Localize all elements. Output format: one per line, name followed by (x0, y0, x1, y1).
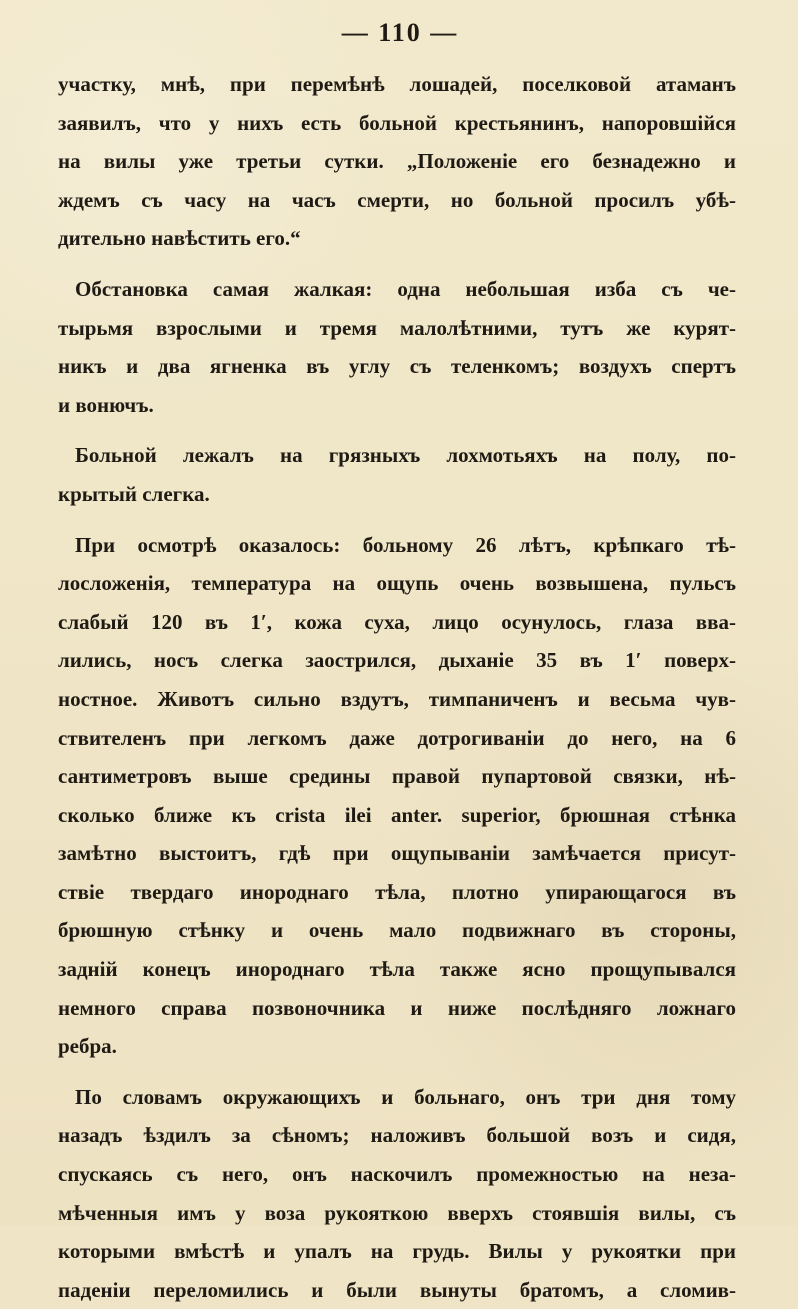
text-line: По словамъ окружающихъ и больнаго, онъ три дня тому (75, 1084, 736, 1109)
paragraph-2 (58, 270, 736, 424)
text-line: на вилы уже третьи сутки. „Положеніе его безнадежно и (58, 149, 736, 174)
text-line: брюшную стѣнку и очень мало подвижнаго въ стороны, (58, 918, 736, 943)
text-line: сантиметровъ выше средины правой пупартовой связки, нѣ- (58, 764, 736, 789)
text-line: спускаясь съ него, онъ наскочилъ промежностью на неза- (58, 1162, 736, 1187)
text-line: крытый слегка. (58, 481, 210, 506)
text-line: немного справа позвоночника и ниже послѣдняго ложнаго (58, 995, 736, 1020)
text-line: тырьмя взрослыми и тремя малолѣтними, тутъ же курят- (58, 315, 736, 340)
text-line: ствителенъ при легкомъ даже дотрогиваніи до него, на 6 (58, 725, 736, 750)
text-line: ждемъ съ часу на часъ смерти, но больной просилъ убѣ- (58, 187, 736, 212)
text-line: участку, мнѣ, при перемѣнѣ лошадей, поселковой атаманъ (58, 72, 736, 96)
text-line: лились, носъ слегка заострился, дыханіе 35 въ 1′ поверх- (58, 648, 736, 673)
text-line: паденіи переломились и были вынуты братомъ, а сломив- (58, 1277, 736, 1302)
page-body-text (58, 65, 736, 1309)
page-number: — 110 — (341, 18, 459, 47)
text-line: которыми вмѣстѣ и упалъ на грудь. Вилы у рукоятки при (58, 1239, 736, 1264)
paragraph-3 (58, 436, 736, 513)
text-line: ствіе твердаго инороднаго тѣла, плотно упирающагося въ (58, 879, 736, 904)
text-line: ребра. (58, 1034, 117, 1059)
text-line: заявилъ, что у нихъ есть больной крестьянинъ, напоровшійся (58, 110, 736, 135)
text-line: дительно навѣстить его.“ (58, 226, 301, 251)
paragraph-4 (58, 526, 736, 1066)
text-line: никъ и два ягненка въ углу съ теленкомъ; воздухъ спертъ (58, 354, 736, 379)
text-line: лосложенія, температура на ощупь очень возвышена, пульсъ (58, 571, 736, 596)
text-line: Больной лежалъ на грязныхъ лохмотьяхъ на полу, по- (75, 443, 736, 468)
text-line: замѣтно выстоитъ, гдѣ при ощупываніи замѣчается присут- (58, 841, 736, 866)
text-line: сколько ближе къ crista ilei anter. superior, брюшная стѣнка (58, 802, 736, 827)
text-line: задній конецъ инороднаго тѣла также ясно прощупывался (58, 957, 736, 982)
paragraph-1 (58, 65, 736, 258)
text-line: назадъ ѣздилъ за сѣномъ; наложивъ большой возъ и сидя, (58, 1123, 736, 1148)
text-line: ностное. Животъ сильно вздутъ, тимпаниченъ и весьма чув- (58, 686, 736, 711)
text-line: и вонючъ. (58, 392, 154, 417)
text-line: мѣченныя имъ у воза рукояткою вверхъ стоявшія вилы, съ (58, 1200, 736, 1225)
text-line: слабый 120 въ 1′, кожа суха, лицо осунулось, глаза вва- (58, 609, 736, 634)
text-line: Обстановка самая жалкая: одна небольшая изба съ че- (75, 276, 736, 301)
paragraph-5 (58, 1078, 736, 1309)
text-line: При осмотрѣ оказалось: больному 26 лѣтъ, крѣпкаго тѣ- (75, 532, 736, 557)
